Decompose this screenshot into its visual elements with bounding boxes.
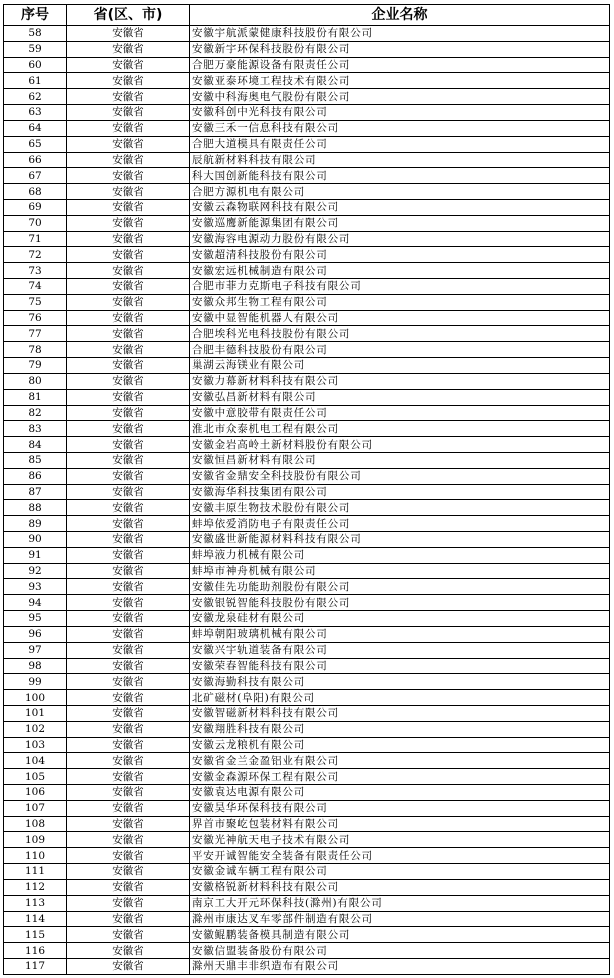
- table-row: [4, 911, 610, 927]
- cell-province: 安徽省: [67, 215, 190, 231]
- table-row: [4, 199, 610, 215]
- cell-serial-number: 69: [4, 199, 67, 215]
- cell-province: 安徽省: [67, 105, 190, 121]
- table-row: [4, 800, 610, 816]
- table-row: [4, 263, 610, 279]
- table-row: [4, 152, 610, 168]
- cell-serial-number: 98: [4, 658, 67, 674]
- table-row: [4, 231, 610, 247]
- table-row: [4, 184, 610, 200]
- table-row: [4, 89, 610, 105]
- cell-province: 安徽省: [67, 168, 190, 184]
- cell-company-name: 滁州天鼎丰非织造布有限公司: [190, 958, 610, 974]
- cell-province: 安徽省: [67, 247, 190, 263]
- cell-serial-number: 62: [4, 89, 67, 105]
- cell-company-name: 安徽袁达电源有限公司: [190, 785, 610, 801]
- cell-serial-number: 105: [4, 769, 67, 785]
- table-row: [4, 405, 610, 421]
- cell-serial-number: 64: [4, 120, 67, 136]
- cell-company-name: 安徽海华科技集团有限公司: [190, 484, 610, 500]
- cell-province: 安徽省: [67, 785, 190, 801]
- cell-serial-number: 66: [4, 152, 67, 168]
- cell-province: 安徽省: [67, 832, 190, 848]
- cell-company-name: 安徽兴宇轨道装备有限公司: [190, 642, 610, 658]
- table-row: [4, 310, 610, 326]
- cell-company-name: 安徽云龙粮机有限公司: [190, 737, 610, 753]
- cell-company-name: 安徽三禾一信息科技有限公司: [190, 120, 610, 136]
- table-row: [4, 484, 610, 500]
- table-row: [4, 611, 610, 627]
- cell-company-name: 安徽中显智能机器人有限公司: [190, 310, 610, 326]
- cell-company-name: 安徽智磁新材料科技有限公司: [190, 705, 610, 721]
- cell-province: 安徽省: [67, 800, 190, 816]
- cell-serial-number: 110: [4, 848, 67, 864]
- cell-company-name: 北矿磁材(阜阳)有限公司: [190, 690, 610, 706]
- cell-company-name: 蚌埠市神舟机械有限公司: [190, 563, 610, 579]
- cell-province: 安徽省: [67, 41, 190, 57]
- cell-province: 安徽省: [67, 626, 190, 642]
- cell-province: 安徽省: [67, 927, 190, 943]
- cell-serial-number: 115: [4, 927, 67, 943]
- cell-province: 安徽省: [67, 864, 190, 880]
- cell-company-name: 安徽龙泉硅材有限公司: [190, 611, 610, 627]
- cell-company-name: 安徽超清科技股份有限公司: [190, 247, 610, 263]
- cell-province: 安徽省: [67, 231, 190, 247]
- table-row: [4, 658, 610, 674]
- cell-serial-number: 95: [4, 611, 67, 627]
- table-row: [4, 579, 610, 595]
- cell-province: 安徽省: [67, 563, 190, 579]
- cell-serial-number: 71: [4, 231, 67, 247]
- cell-province: 安徽省: [67, 326, 190, 342]
- cell-province: 安徽省: [67, 769, 190, 785]
- table-row: [4, 437, 610, 453]
- cell-serial-number: 68: [4, 184, 67, 200]
- cell-province: 安徽省: [67, 89, 190, 105]
- cell-serial-number: 89: [4, 516, 67, 532]
- table-row: [4, 626, 610, 642]
- table-row: [4, 895, 610, 911]
- cell-province: 安徽省: [67, 532, 190, 548]
- table-row: [4, 879, 610, 895]
- table-row: [4, 294, 610, 310]
- table-row: [4, 832, 610, 848]
- cell-serial-number: 76: [4, 310, 67, 326]
- cell-company-name: 安徽省金兰金盈铝业有限公司: [190, 753, 610, 769]
- cell-province: 安徽省: [67, 358, 190, 374]
- cell-serial-number: 73: [4, 263, 67, 279]
- table-row: [4, 864, 610, 880]
- table-row: [4, 373, 610, 389]
- cell-serial-number: 107: [4, 800, 67, 816]
- cell-company-name: 滁州市康达叉车零部件制造有限公司: [190, 911, 610, 927]
- cell-company-name: 安徽佳先功能助剂股份有限公司: [190, 579, 610, 595]
- cell-province: 安徽省: [67, 294, 190, 310]
- cell-province: 安徽省: [67, 579, 190, 595]
- cell-serial-number: 72: [4, 247, 67, 263]
- cell-serial-number: 78: [4, 342, 67, 358]
- cell-company-name: 平安开诚智能安全装备有限责任公司: [190, 848, 610, 864]
- cell-serial-number: 88: [4, 500, 67, 516]
- cell-serial-number: 59: [4, 41, 67, 57]
- cell-serial-number: 86: [4, 468, 67, 484]
- cell-serial-number: 80: [4, 373, 67, 389]
- cell-province: 安徽省: [67, 263, 190, 279]
- cell-serial-number: 102: [4, 721, 67, 737]
- cell-province: 安徽省: [67, 611, 190, 627]
- table-row: [4, 943, 610, 959]
- cell-province: 安徽省: [67, 721, 190, 737]
- cell-serial-number: 106: [4, 785, 67, 801]
- cell-company-name: 安徽新宇环保科技股份有限公司: [190, 41, 610, 57]
- cell-serial-number: 61: [4, 73, 67, 89]
- cell-serial-number: 100: [4, 690, 67, 706]
- cell-province: 安徽省: [67, 674, 190, 690]
- cell-company-name: 安徽弘昌新材料有限公司: [190, 389, 610, 405]
- cell-serial-number: 63: [4, 105, 67, 121]
- table-row: [4, 595, 610, 611]
- table-row: [4, 326, 610, 342]
- cell-company-name: 安徽云森物联网科技有限公司: [190, 199, 610, 215]
- cell-company-name: 安徽中意胶带有限责任公司: [190, 405, 610, 421]
- cell-company-name: 安徽金森源环保工程有限公司: [190, 769, 610, 785]
- table-row: [4, 563, 610, 579]
- table-row: [4, 136, 610, 152]
- table-row: [4, 389, 610, 405]
- cell-province: 安徽省: [67, 595, 190, 611]
- cell-province: 安徽省: [67, 373, 190, 389]
- cell-serial-number: 94: [4, 595, 67, 611]
- cell-company-name: 安徽昊华环保科技有限公司: [190, 800, 610, 816]
- cell-province: 安徽省: [67, 199, 190, 215]
- cell-province: 安徽省: [67, 848, 190, 864]
- cell-province: 安徽省: [67, 879, 190, 895]
- cell-serial-number: 101: [4, 705, 67, 721]
- cell-company-name: 安徽科创中光科技有限公司: [190, 105, 610, 121]
- header-province: 省(区、市): [67, 5, 190, 26]
- cell-province: 安徽省: [67, 468, 190, 484]
- cell-province: 安徽省: [67, 73, 190, 89]
- cell-company-name: 安徽鲲鹏装备模具制造有限公司: [190, 927, 610, 943]
- cell-province: 安徽省: [67, 279, 190, 295]
- cell-company-name: 安徽亚泰环境工程技术有限公司: [190, 73, 610, 89]
- cell-province: 安徽省: [67, 452, 190, 468]
- cell-serial-number: 90: [4, 532, 67, 548]
- cell-province: 安徽省: [67, 516, 190, 532]
- cell-serial-number: 87: [4, 484, 67, 500]
- cell-company-name: 合肥埃科光电科技股份有限公司: [190, 326, 610, 342]
- cell-serial-number: 75: [4, 294, 67, 310]
- table-row: [4, 168, 610, 184]
- cell-company-name: 安徽恒昌新材料有限公司: [190, 452, 610, 468]
- cell-company-name: 科大国创新能科技有限公司: [190, 168, 610, 184]
- table-row: [4, 816, 610, 832]
- cell-company-name: 安徽金岩高岭土新材料股份有限公司: [190, 437, 610, 453]
- cell-company-name: 南京工大开元环保科技(滁州)有限公司: [190, 895, 610, 911]
- cell-province: 安徽省: [67, 342, 190, 358]
- cell-province: 安徽省: [67, 136, 190, 152]
- table-row: [4, 468, 610, 484]
- table-row: [4, 421, 610, 437]
- cell-serial-number: 91: [4, 547, 67, 563]
- cell-company-name: 安徽众邦生物工程有限公司: [190, 294, 610, 310]
- cell-serial-number: 103: [4, 737, 67, 753]
- table-row: [4, 516, 610, 532]
- cell-serial-number: 104: [4, 753, 67, 769]
- cell-company-name: 界首市聚屹包装材料有限公司: [190, 816, 610, 832]
- cell-province: 安徽省: [67, 911, 190, 927]
- cell-company-name: 蚌埠依爱消防电子有限责任公司: [190, 516, 610, 532]
- cell-company-name: 蚌埠朝阳玻璃机械有限公司: [190, 626, 610, 642]
- header-company-name: 企业名称: [190, 5, 610, 26]
- cell-company-name: 淮北市众泰机电工程有限公司: [190, 421, 610, 437]
- cell-serial-number: 82: [4, 405, 67, 421]
- table-row: [4, 785, 610, 801]
- cell-company-name: 安徽中科海奥电气股份有限公司: [190, 89, 610, 105]
- table-row: [4, 247, 610, 263]
- table-row: [4, 737, 610, 753]
- cell-serial-number: 97: [4, 642, 67, 658]
- cell-province: 安徽省: [67, 26, 190, 42]
- cell-serial-number: 96: [4, 626, 67, 642]
- cell-province: 安徽省: [67, 437, 190, 453]
- cell-serial-number: 108: [4, 816, 67, 832]
- table-row: [4, 120, 610, 136]
- table-row: [4, 958, 610, 974]
- table-row: [4, 642, 610, 658]
- cell-company-name: 合肥丰德科技股份有限公司: [190, 342, 610, 358]
- table-row: [4, 57, 610, 73]
- cell-serial-number: 93: [4, 579, 67, 595]
- header-serial-number: 序号: [4, 5, 67, 26]
- cell-province: 安徽省: [67, 690, 190, 706]
- cell-serial-number: 111: [4, 864, 67, 880]
- table-row: [4, 721, 610, 737]
- cell-company-name: 安徽信盟装备股份有限公司: [190, 943, 610, 959]
- cell-serial-number: 67: [4, 168, 67, 184]
- table-row: [4, 753, 610, 769]
- cell-company-name: 安徽宇航派蒙健康科技股份有限公司: [190, 26, 610, 42]
- cell-company-name: 辰航新材料科技有限公司: [190, 152, 610, 168]
- cell-serial-number: 60: [4, 57, 67, 73]
- cell-company-name: 合肥大道模具有限责任公司: [190, 136, 610, 152]
- cell-company-name: 合肥方源机电有限公司: [190, 184, 610, 200]
- cell-serial-number: 77: [4, 326, 67, 342]
- cell-serial-number: 99: [4, 674, 67, 690]
- cell-serial-number: 74: [4, 279, 67, 295]
- cell-province: 安徽省: [67, 120, 190, 136]
- cell-company-name: 安徽格锐新材料科技有限公司: [190, 879, 610, 895]
- table-row: [4, 674, 610, 690]
- cell-company-name: 安徽盛世新能源材料科技有限公司: [190, 532, 610, 548]
- cell-province: 安徽省: [67, 421, 190, 437]
- table-row: [4, 105, 610, 121]
- cell-province: 安徽省: [67, 895, 190, 911]
- cell-serial-number: 109: [4, 832, 67, 848]
- cell-company-name: 安徽荣春智能科技有限公司: [190, 658, 610, 674]
- cell-province: 安徽省: [67, 737, 190, 753]
- cell-company-name: 安徽丰原生物技术股份有限公司: [190, 500, 610, 516]
- cell-serial-number: 83: [4, 421, 67, 437]
- table-header: [4, 5, 610, 26]
- cell-province: 安徽省: [67, 484, 190, 500]
- table-row: [4, 705, 610, 721]
- table-row: [4, 769, 610, 785]
- cell-company-name: 安徽银锐智能科技股份有限公司: [190, 595, 610, 611]
- cell-company-name: 安徽省金鼎安全科技股份有限公司: [190, 468, 610, 484]
- cell-province: 安徽省: [67, 642, 190, 658]
- table-row: [4, 500, 610, 516]
- cell-serial-number: 70: [4, 215, 67, 231]
- cell-province: 安徽省: [67, 405, 190, 421]
- company-list-table: [3, 4, 610, 975]
- cell-serial-number: 58: [4, 26, 67, 42]
- cell-company-name: 安徽宏远机械制造有限公司: [190, 263, 610, 279]
- cell-serial-number: 112: [4, 879, 67, 895]
- cell-serial-number: 92: [4, 563, 67, 579]
- cell-province: 安徽省: [67, 705, 190, 721]
- cell-serial-number: 65: [4, 136, 67, 152]
- cell-company-name: 安徽海容电源动力股份有限公司: [190, 231, 610, 247]
- cell-province: 安徽省: [67, 500, 190, 516]
- cell-company-name: 合肥市菲力克斯电子科技有限公司: [190, 279, 610, 295]
- cell-company-name: 合肥万豪能源设备有限责任公司: [190, 57, 610, 73]
- cell-province: 安徽省: [67, 658, 190, 674]
- cell-company-name: 安徽海勤科技有限公司: [190, 674, 610, 690]
- cell-company-name: 安徽巡鹰新能源集团有限公司: [190, 215, 610, 231]
- cell-company-name: 安徽翔胜科技有限公司: [190, 721, 610, 737]
- cell-province: 安徽省: [67, 753, 190, 769]
- header-row: [4, 5, 610, 26]
- cell-serial-number: 113: [4, 895, 67, 911]
- cell-province: 安徽省: [67, 816, 190, 832]
- cell-serial-number: 85: [4, 452, 67, 468]
- table-row: [4, 547, 610, 563]
- table-row: [4, 41, 610, 57]
- table-row: [4, 927, 610, 943]
- cell-province: 安徽省: [67, 958, 190, 974]
- cell-company-name: 安徽金诚车辆工程有限公司: [190, 864, 610, 880]
- cell-province: 安徽省: [67, 152, 190, 168]
- table-row: [4, 73, 610, 89]
- cell-province: 安徽省: [67, 57, 190, 73]
- cell-serial-number: 79: [4, 358, 67, 374]
- cell-company-name: 安徽力幕新材料科技有限公司: [190, 373, 610, 389]
- table-row: [4, 279, 610, 295]
- table-row: [4, 215, 610, 231]
- cell-province: 安徽省: [67, 310, 190, 326]
- table-body: [4, 26, 610, 975]
- cell-serial-number: 81: [4, 389, 67, 405]
- table-row: [4, 342, 610, 358]
- table-row: [4, 848, 610, 864]
- cell-serial-number: 116: [4, 943, 67, 959]
- cell-province: 安徽省: [67, 184, 190, 200]
- cell-company-name: 巢湖云海镁业有限公司: [190, 358, 610, 374]
- table-row: [4, 358, 610, 374]
- table-row: [4, 26, 610, 42]
- cell-company-name: 安徽光神航天电子技术有限公司: [190, 832, 610, 848]
- cell-company-name: 蚌埠液力机械有限公司: [190, 547, 610, 563]
- cell-province: 安徽省: [67, 389, 190, 405]
- cell-serial-number: 117: [4, 958, 67, 974]
- cell-province: 安徽省: [67, 943, 190, 959]
- cell-province: 安徽省: [67, 547, 190, 563]
- cell-serial-number: 114: [4, 911, 67, 927]
- table-row: [4, 532, 610, 548]
- table-row: [4, 452, 610, 468]
- table-row: [4, 690, 610, 706]
- cell-serial-number: 84: [4, 437, 67, 453]
